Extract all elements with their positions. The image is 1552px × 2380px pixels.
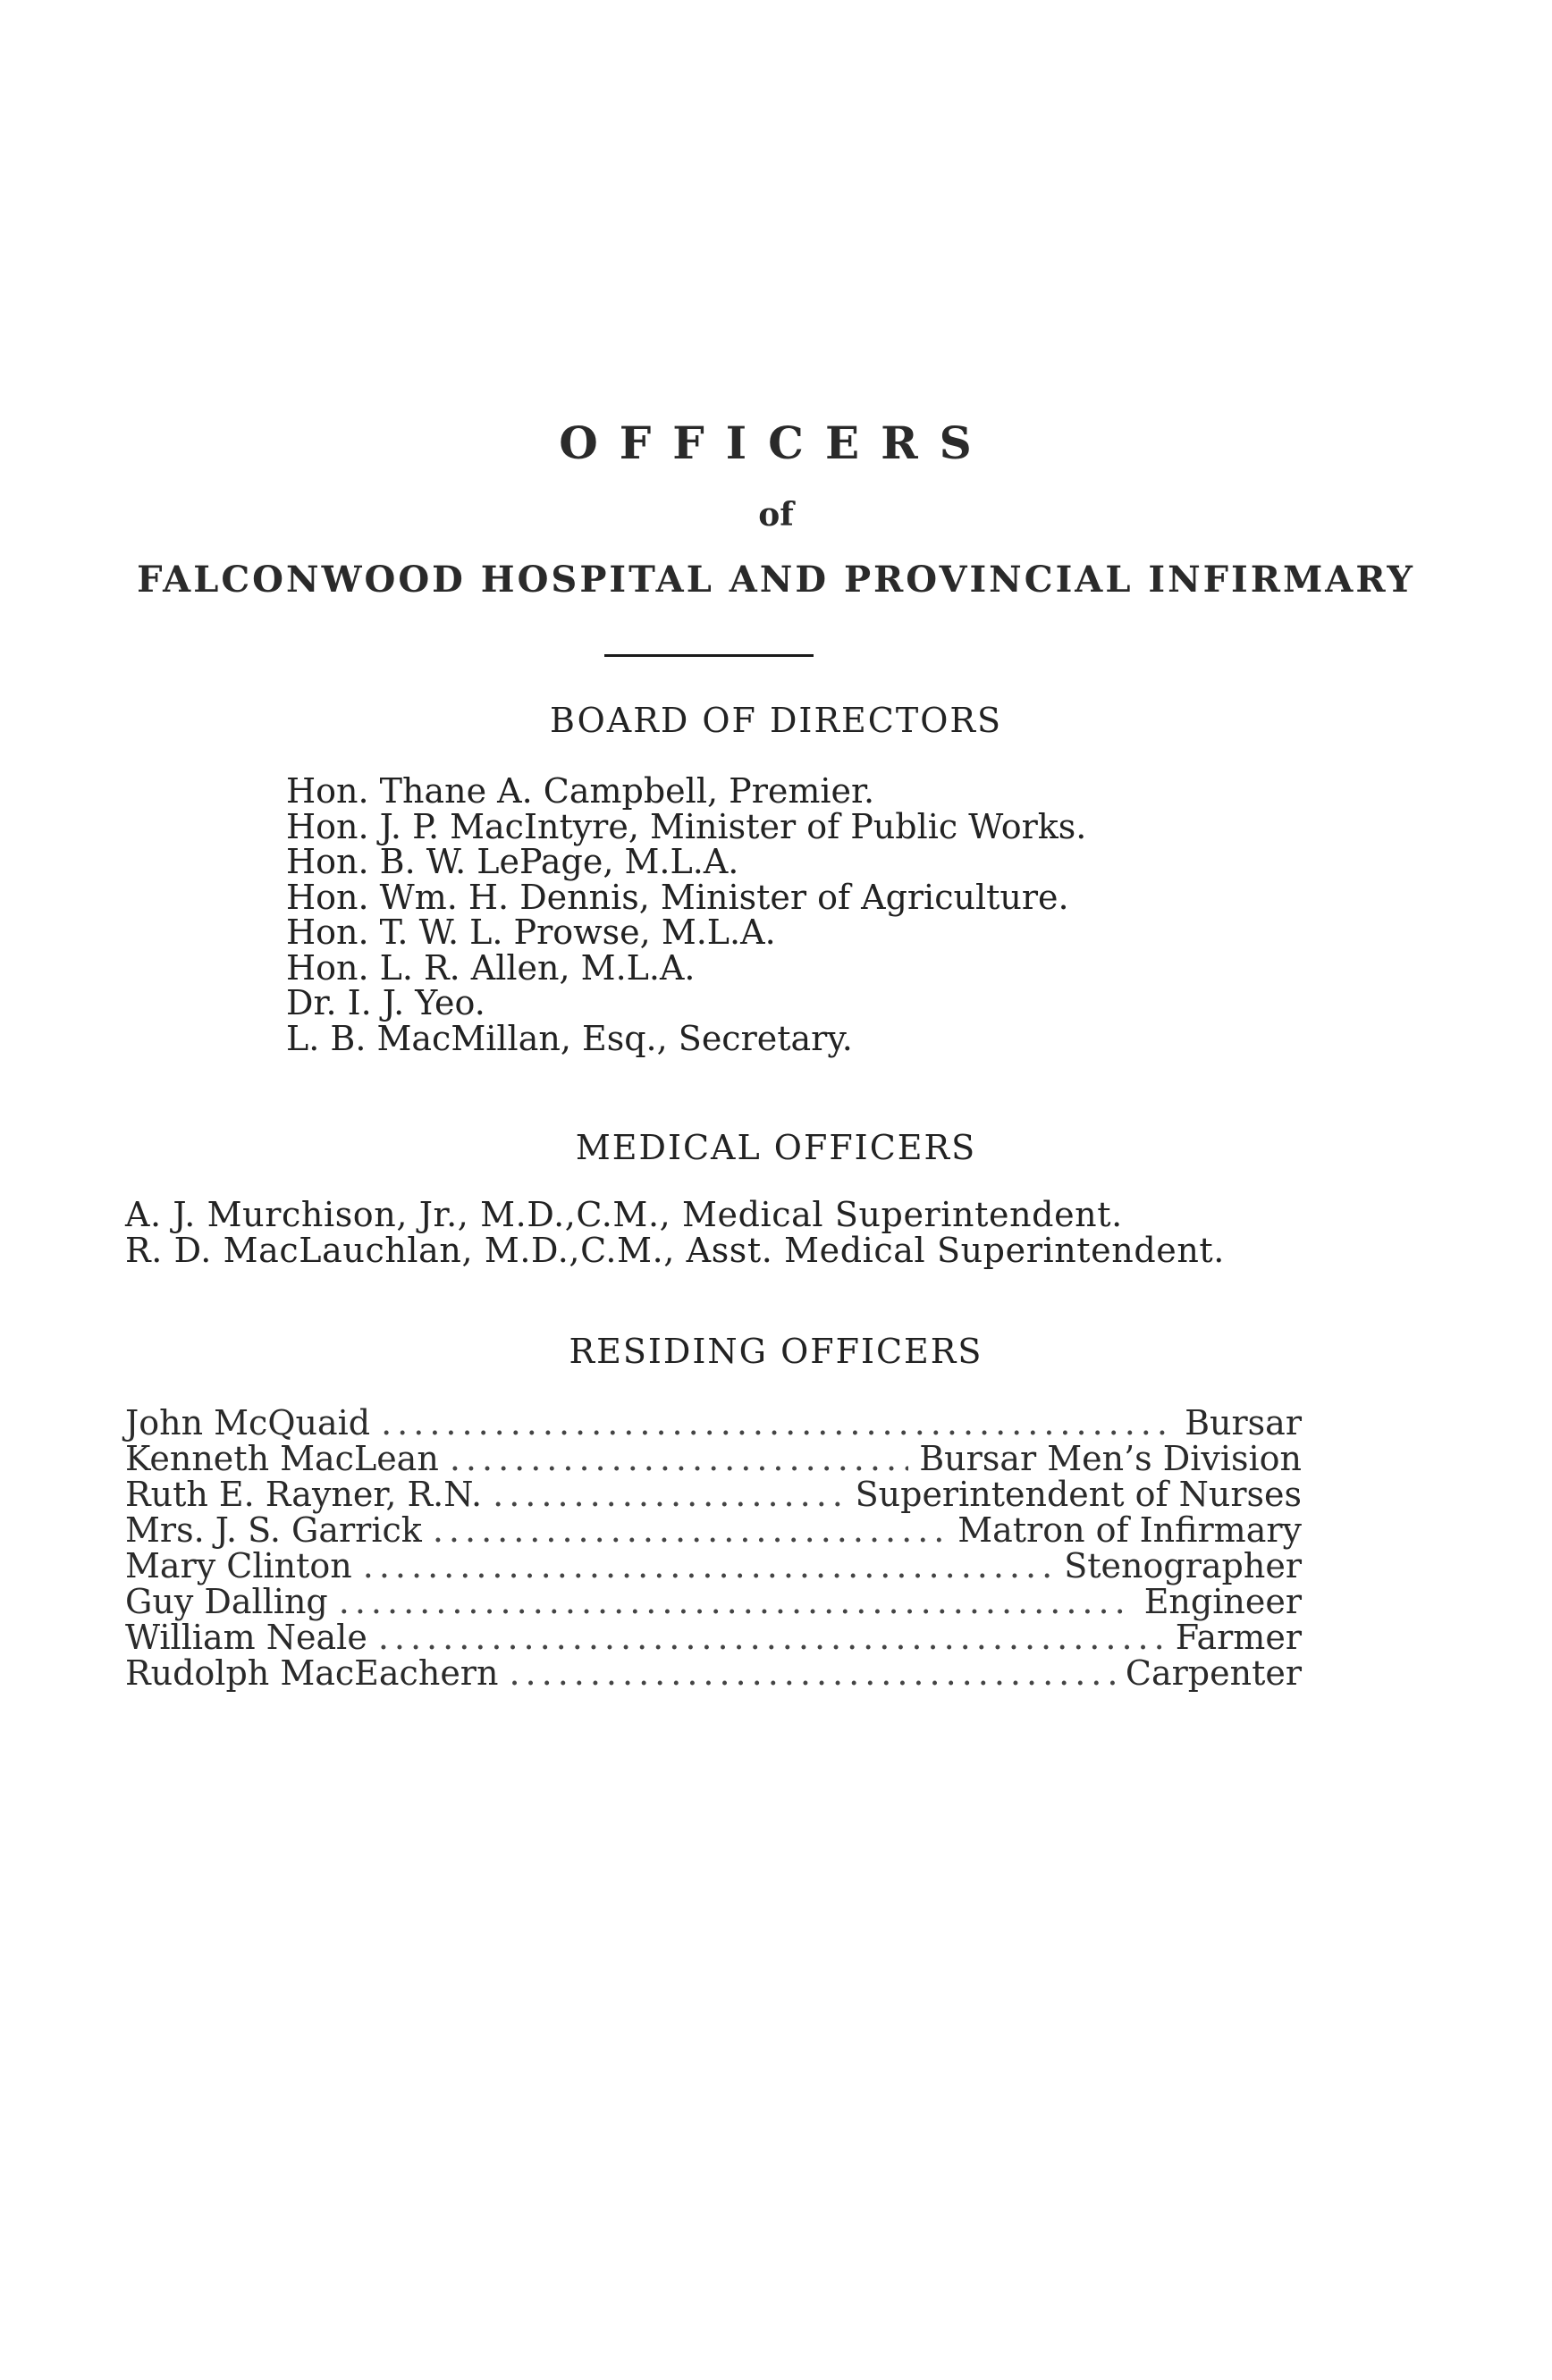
staff-row (125, 1584, 1302, 1619)
dot-leader (493, 1476, 844, 1512)
staff-role: Superintendent of Nurses (855, 1475, 1302, 1514)
board-members-list (286, 771, 1087, 1058)
dot-leader (339, 1584, 1134, 1619)
institution-name: FALCONWOOD HOSPITAL AND PROVINCIAL INFIRMARY (137, 559, 1415, 601)
staff-name: Ruth E. Rayner, R.N. (125, 1475, 483, 1514)
board-member: Hon. L. R. Allen, M.L.A. (286, 947, 696, 988)
board-member: Hon. Thane A. Campbell, Premier. (286, 771, 875, 811)
divider-rule (604, 654, 814, 657)
medical-officer: R. D. MacLauchlan, M.D.,C.M., Asst. Medical Superintendent. (125, 1231, 1225, 1270)
staff-role: Stenographer (1064, 1546, 1302, 1585)
staff-row (125, 1655, 1302, 1691)
staff-role: Bursar Men’s Division (919, 1439, 1302, 1478)
board-member: Dr. I. J. Yeo. (286, 983, 485, 1022)
staff-name: Mrs. J. S. Garrick (125, 1510, 422, 1550)
staff-role: Engineer (1143, 1582, 1302, 1621)
staff-row (125, 1548, 1302, 1584)
dot-leader (381, 1405, 1174, 1441)
dot-leader (433, 1512, 947, 1548)
medical-heading: MEDICAL OFFICERS (575, 1128, 977, 1167)
board-member: Hon. B. W. LePage, M.L.A. (286, 842, 739, 881)
residing-heading: RESIDING OFFICERS (569, 1332, 983, 1371)
staff-row (125, 1441, 1302, 1476)
board-member: Hon. T. W. L. Prowse, M.L.A. (286, 912, 776, 952)
staff-row (125, 1405, 1302, 1441)
staff-role: Matron of Infirmary (957, 1510, 1302, 1550)
staff-name: John McQuaid (125, 1403, 371, 1442)
board-member: L. B. MacMillan, Esq., Secretary. (286, 1018, 853, 1058)
staff-name: William Neale (125, 1618, 367, 1657)
staff-name: Kenneth MacLean (125, 1439, 439, 1478)
board-member: Hon. Wm. H. Dennis, Minister of Agriculture. (286, 877, 1069, 917)
residing-officers-list (125, 1405, 1302, 1691)
medical-officer: A. J. Murchison, Jr., M.D.,C.M., Medical Superintendent. (125, 1195, 1123, 1234)
staff-name: Mary Clinton (125, 1546, 352, 1585)
staff-name: Guy Dalling (125, 1582, 328, 1621)
dot-leader (509, 1655, 1114, 1691)
staff-role: Farmer (1175, 1618, 1302, 1657)
staff-role: Bursar (1185, 1403, 1302, 1442)
board-member: Hon. J. P. MacIntyre, Minister of Public Works. (286, 806, 1087, 846)
board-heading: BOARD OF DIRECTORS (549, 701, 1003, 740)
medical-officers-list (125, 1197, 1225, 1268)
staff-row (125, 1619, 1302, 1655)
page-title: OFFICERS (559, 416, 993, 469)
staff-role: Carpenter (1125, 1653, 1302, 1693)
title-connector: of (758, 496, 794, 534)
dot-leader (363, 1548, 1053, 1584)
dot-leader (378, 1619, 1165, 1655)
dot-leader (450, 1441, 908, 1476)
staff-row (125, 1512, 1302, 1548)
staff-row (125, 1476, 1302, 1512)
staff-name: Rudolph MacEachern (125, 1653, 499, 1693)
